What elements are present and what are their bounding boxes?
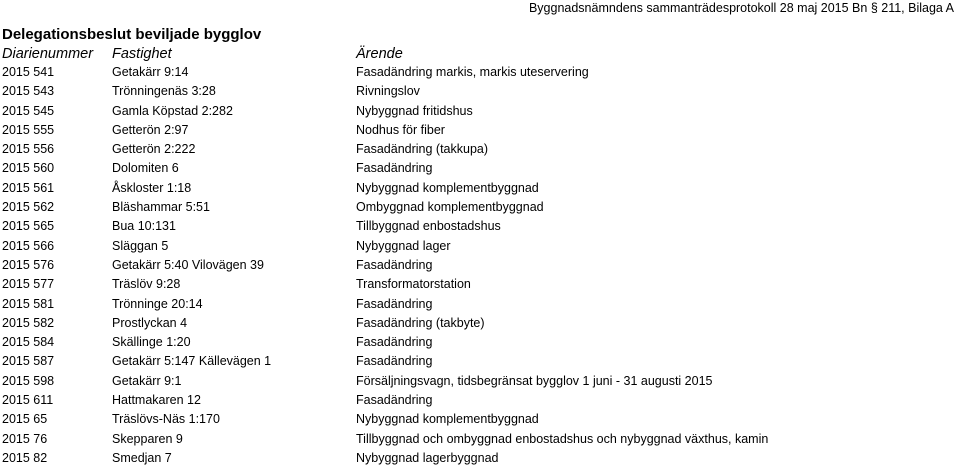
cell-fastighet: Träslövs-Näs 1:170 xyxy=(112,412,220,427)
cell-diarienummer: 2015 82 xyxy=(2,450,48,465)
table-row xyxy=(0,82,960,101)
cell-fastighet: Gamla Köpstad 2:282 xyxy=(112,103,233,118)
table-row xyxy=(0,140,960,159)
cell-fastighet: Skällinge 1:20 xyxy=(112,335,191,350)
cell-arende: Nybyggnad komplementbyggnad xyxy=(356,412,539,427)
cell-fastighet: Getakärr 9:1 xyxy=(112,373,182,388)
column-headers xyxy=(0,45,960,63)
cell-arende: Nybyggnad komplementbyggnad xyxy=(356,180,539,195)
cell-arende: Ombyggnad komplementbyggnad xyxy=(356,200,544,215)
cell-arende: Försäljningsvagn, tidsbegränsat bygglov 1 juni - 31 augusti 2015 xyxy=(356,373,713,388)
table-row xyxy=(0,102,960,121)
cell-arende: Fasadändring (takbyte) xyxy=(356,315,485,330)
table-row xyxy=(0,333,960,352)
document-title: Delegationsbeslut beviljade bygglov xyxy=(2,26,262,43)
cell-fastighet: Åskloster 1:18 xyxy=(112,180,192,195)
cell-fastighet: Hattmakaren 12 xyxy=(112,393,201,408)
table-row xyxy=(0,430,960,449)
cell-diarienummer: 2015 587 xyxy=(2,354,55,369)
table-row xyxy=(0,314,960,333)
cell-arende: Fasadändring xyxy=(356,161,433,176)
cell-arende: Fasadändring (takkupa) xyxy=(356,142,489,157)
cell-diarienummer: 2015 566 xyxy=(2,238,55,253)
cell-diarienummer: 2015 76 xyxy=(2,431,48,446)
page-header: Byggnadsnämndens sammanträdesprotokoll 28 maj 2015 Bn § 211, Bilaga A xyxy=(528,1,954,15)
cell-fastighet: Trönningenäs 3:28 xyxy=(112,84,216,99)
decision-list xyxy=(0,63,960,468)
cell-arende: Tillbyggnad enbostadshus xyxy=(356,219,501,234)
cell-diarienummer: 2015 565 xyxy=(2,219,55,234)
cell-fastighet: Trönninge 20:14 xyxy=(112,296,203,311)
cell-diarienummer: 2015 556 xyxy=(2,142,55,157)
column-header-diarienummer: Diarienummer xyxy=(2,46,94,62)
cell-fastighet: Skepparen 9 xyxy=(112,431,183,446)
cell-arende: Fasadändring markis, markis uteservering xyxy=(356,65,589,79)
cell-diarienummer: 2015 541 xyxy=(2,65,55,79)
cell-diarienummer: 2015 577 xyxy=(2,277,55,292)
cell-diarienummer: 2015 582 xyxy=(2,315,55,330)
cell-arende: Fasadändring xyxy=(356,335,433,350)
cell-fastighet: Bua 10:131 xyxy=(112,219,176,234)
table-row xyxy=(0,237,960,256)
cell-fastighet: Getterön 2:222 xyxy=(112,142,196,157)
cell-diarienummer: 2015 611 xyxy=(2,393,54,408)
cell-arende: Nybyggnad lagerbyggnad xyxy=(356,450,499,465)
cell-arende: Nybyggnad fritidshus xyxy=(356,103,473,118)
cell-arende: Fasadändring xyxy=(356,393,433,408)
table-row xyxy=(0,159,960,178)
cell-fastighet: Bläshammar 5:51 xyxy=(112,200,210,215)
cell-diarienummer: 2015 560 xyxy=(2,161,55,176)
table-row xyxy=(0,198,960,217)
cell-fastighet: Träslöv 9:28 xyxy=(112,277,181,292)
table-row xyxy=(0,121,960,140)
cell-diarienummer: 2015 555 xyxy=(2,122,55,137)
table-row xyxy=(0,449,960,468)
cell-diarienummer: 2015 584 xyxy=(2,335,55,350)
cell-diarienummer: 2015 581 xyxy=(2,296,55,311)
cell-fastighet: Släggan 5 xyxy=(112,238,169,253)
table-row xyxy=(0,275,960,294)
cell-arende: Nybyggnad lager xyxy=(356,238,451,253)
cell-fastighet: Getakärr 5:40 Vilovägen 39 xyxy=(112,257,264,272)
cell-fastighet: Dolomiten 6 xyxy=(112,161,179,176)
cell-diarienummer: 2015 561 xyxy=(2,180,55,195)
cell-arende: Nodhus för fiber xyxy=(356,122,445,137)
cell-fastighet: Prostlyckan 4 xyxy=(112,315,188,330)
cell-fastighet: Getakärr 9:14 xyxy=(112,65,189,79)
table-row xyxy=(0,352,960,371)
cell-diarienummer: 2015 65 xyxy=(2,412,48,427)
cell-arende: Fasadändring xyxy=(356,296,433,311)
table-row xyxy=(0,391,960,410)
cell-diarienummer: 2015 543 xyxy=(2,84,55,99)
cell-arende: Transformatorstation xyxy=(356,277,471,292)
cell-diarienummer: 2015 562 xyxy=(2,200,55,215)
cell-arende: Tillbyggnad och ombyggnad enbostadshus och nybyggnad växthus, kamin xyxy=(356,431,769,446)
table-row xyxy=(0,295,960,314)
cell-diarienummer: 2015 576 xyxy=(2,257,55,272)
column-header-arende: Ärende xyxy=(356,46,403,62)
table-row xyxy=(0,256,960,275)
cell-arende: Fasadändring xyxy=(356,354,433,369)
table-row xyxy=(0,372,960,391)
table-row xyxy=(0,410,960,429)
cell-diarienummer: 2015 545 xyxy=(2,103,55,118)
table-row xyxy=(0,179,960,198)
cell-fastighet: Getterön 2:97 xyxy=(112,122,189,137)
cell-fastighet: Getakärr 5:147 Källevägen 1 xyxy=(112,354,272,369)
column-header-fastighet: Fastighet xyxy=(112,46,172,62)
cell-arende: Fasadändring xyxy=(356,257,433,272)
cell-diarienummer: 2015 598 xyxy=(2,373,55,388)
table-row xyxy=(0,63,960,82)
cell-arende: Rivningslov xyxy=(356,84,420,99)
table-row xyxy=(0,217,960,236)
cell-fastighet: Smedjan 7 xyxy=(112,450,172,465)
